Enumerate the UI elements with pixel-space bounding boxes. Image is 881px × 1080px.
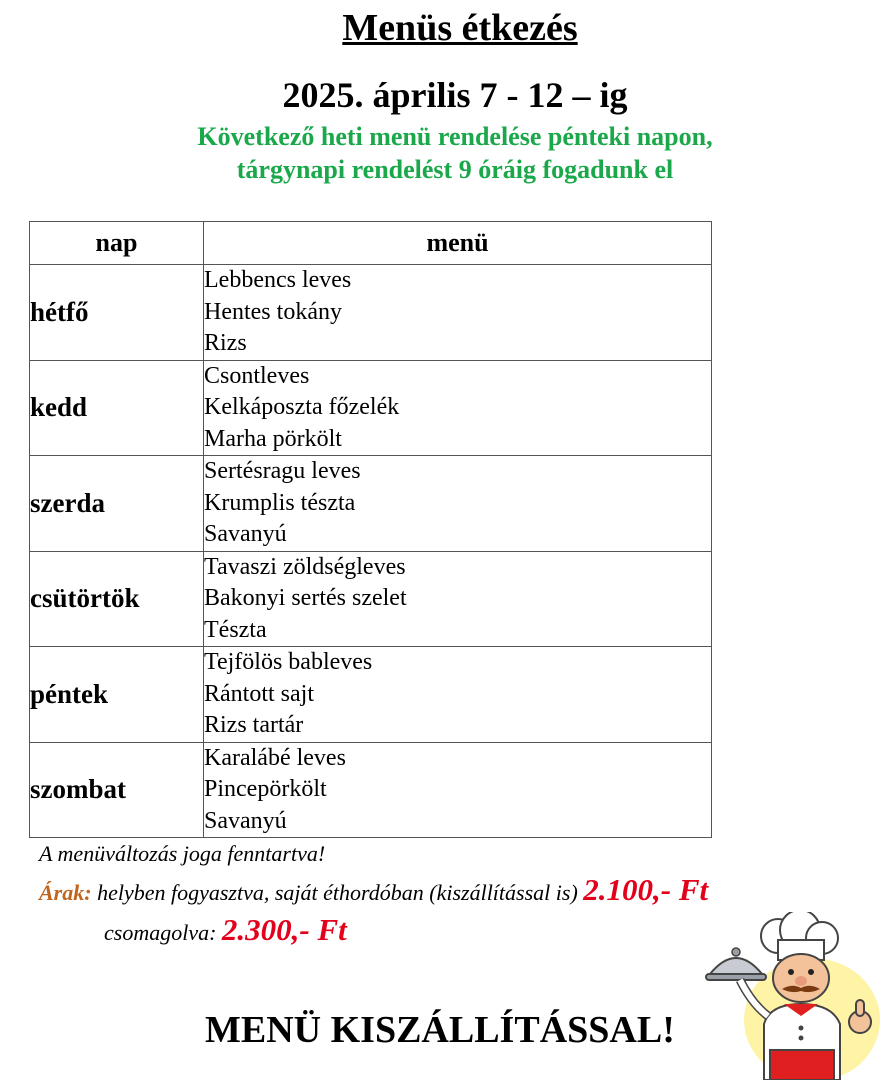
dish-item: Sertésragu leves — [204, 458, 361, 484]
page-title: Menüs étkezés — [342, 7, 578, 49]
dishes-cell — [204, 456, 712, 552]
dish-item: Tészta — [204, 616, 267, 643]
dish-item: Karalábé leves — [204, 744, 346, 771]
table-row — [30, 360, 712, 456]
dish-item: Krumplis tészta — [204, 489, 356, 516]
dish-item: Rizs tartár — [204, 712, 304, 738]
dish-item: Savanyú — [204, 521, 287, 547]
dish-item: Csontleves — [204, 362, 310, 389]
table-row — [30, 551, 712, 647]
table-row — [30, 742, 712, 838]
notice-line-1: Következő heti menü rendelése pénteki napon, — [197, 122, 713, 151]
prices-line — [39, 872, 708, 908]
prices-label: Árak: — [39, 880, 92, 905]
day-cell: hétfő — [30, 265, 204, 361]
dishes-cell — [204, 647, 712, 743]
day-cell: péntek — [30, 647, 204, 743]
dish-item: Tavaszi zöldségleves — [204, 553, 406, 580]
dishes-cell — [204, 265, 712, 361]
day-cell: kedd — [30, 360, 204, 456]
date-range: 2025. április 7 - 12 – ig — [282, 75, 628, 115]
notice-line-2: tárgynapi rendelést 9 óráig fogadunk el — [236, 155, 674, 184]
dish-item: Marha pörkölt — [204, 425, 342, 452]
dish-item: Rántott sajt — [204, 680, 314, 707]
dish-item: Hentes tokány — [204, 298, 342, 325]
day-cell: csütörtök — [30, 551, 204, 647]
dish-item: Tejfölös bableves — [204, 649, 373, 675]
table-row — [30, 647, 712, 743]
packed-line — [104, 912, 347, 948]
dish-item: Savanyú — [204, 807, 287, 834]
dish-item: Rizs — [204, 330, 247, 356]
price-main: 2.100,- Ft — [583, 872, 709, 907]
day-cell: szombat — [30, 742, 204, 838]
order-notice — [0, 120, 881, 186]
table-header-row — [30, 222, 712, 265]
menu-table — [29, 221, 712, 838]
delivery-banner: MENÜ KISZÁLLÍTÁSSAL! — [205, 1009, 675, 1051]
packed-text: csomagolva: — [104, 920, 217, 945]
price-packed: 2.300,- Ft — [221, 912, 347, 947]
dish-item: Pincepörkölt — [204, 776, 327, 802]
dish-item: Bakonyi sertés szelet — [204, 585, 407, 611]
table-row — [30, 265, 712, 361]
disclaimer-text: A menüváltozás joga fenntartva! — [39, 841, 326, 866]
column-header-menu: menü — [204, 222, 712, 265]
dishes-cell — [204, 360, 712, 456]
dishes-cell — [204, 742, 712, 838]
dish-item: Lebbencs leves — [204, 267, 352, 293]
column-header-day: nap — [30, 222, 204, 265]
chef-icon — [700, 912, 881, 1080]
dish-item: Kelkáposzta főzelék — [204, 394, 400, 420]
dishes-cell — [204, 551, 712, 647]
prices-text: helyben fogyasztva, saját éthordóban (kiszállítással is) — [97, 880, 578, 905]
table-row — [30, 456, 712, 552]
day-cell: szerda — [30, 456, 204, 552]
